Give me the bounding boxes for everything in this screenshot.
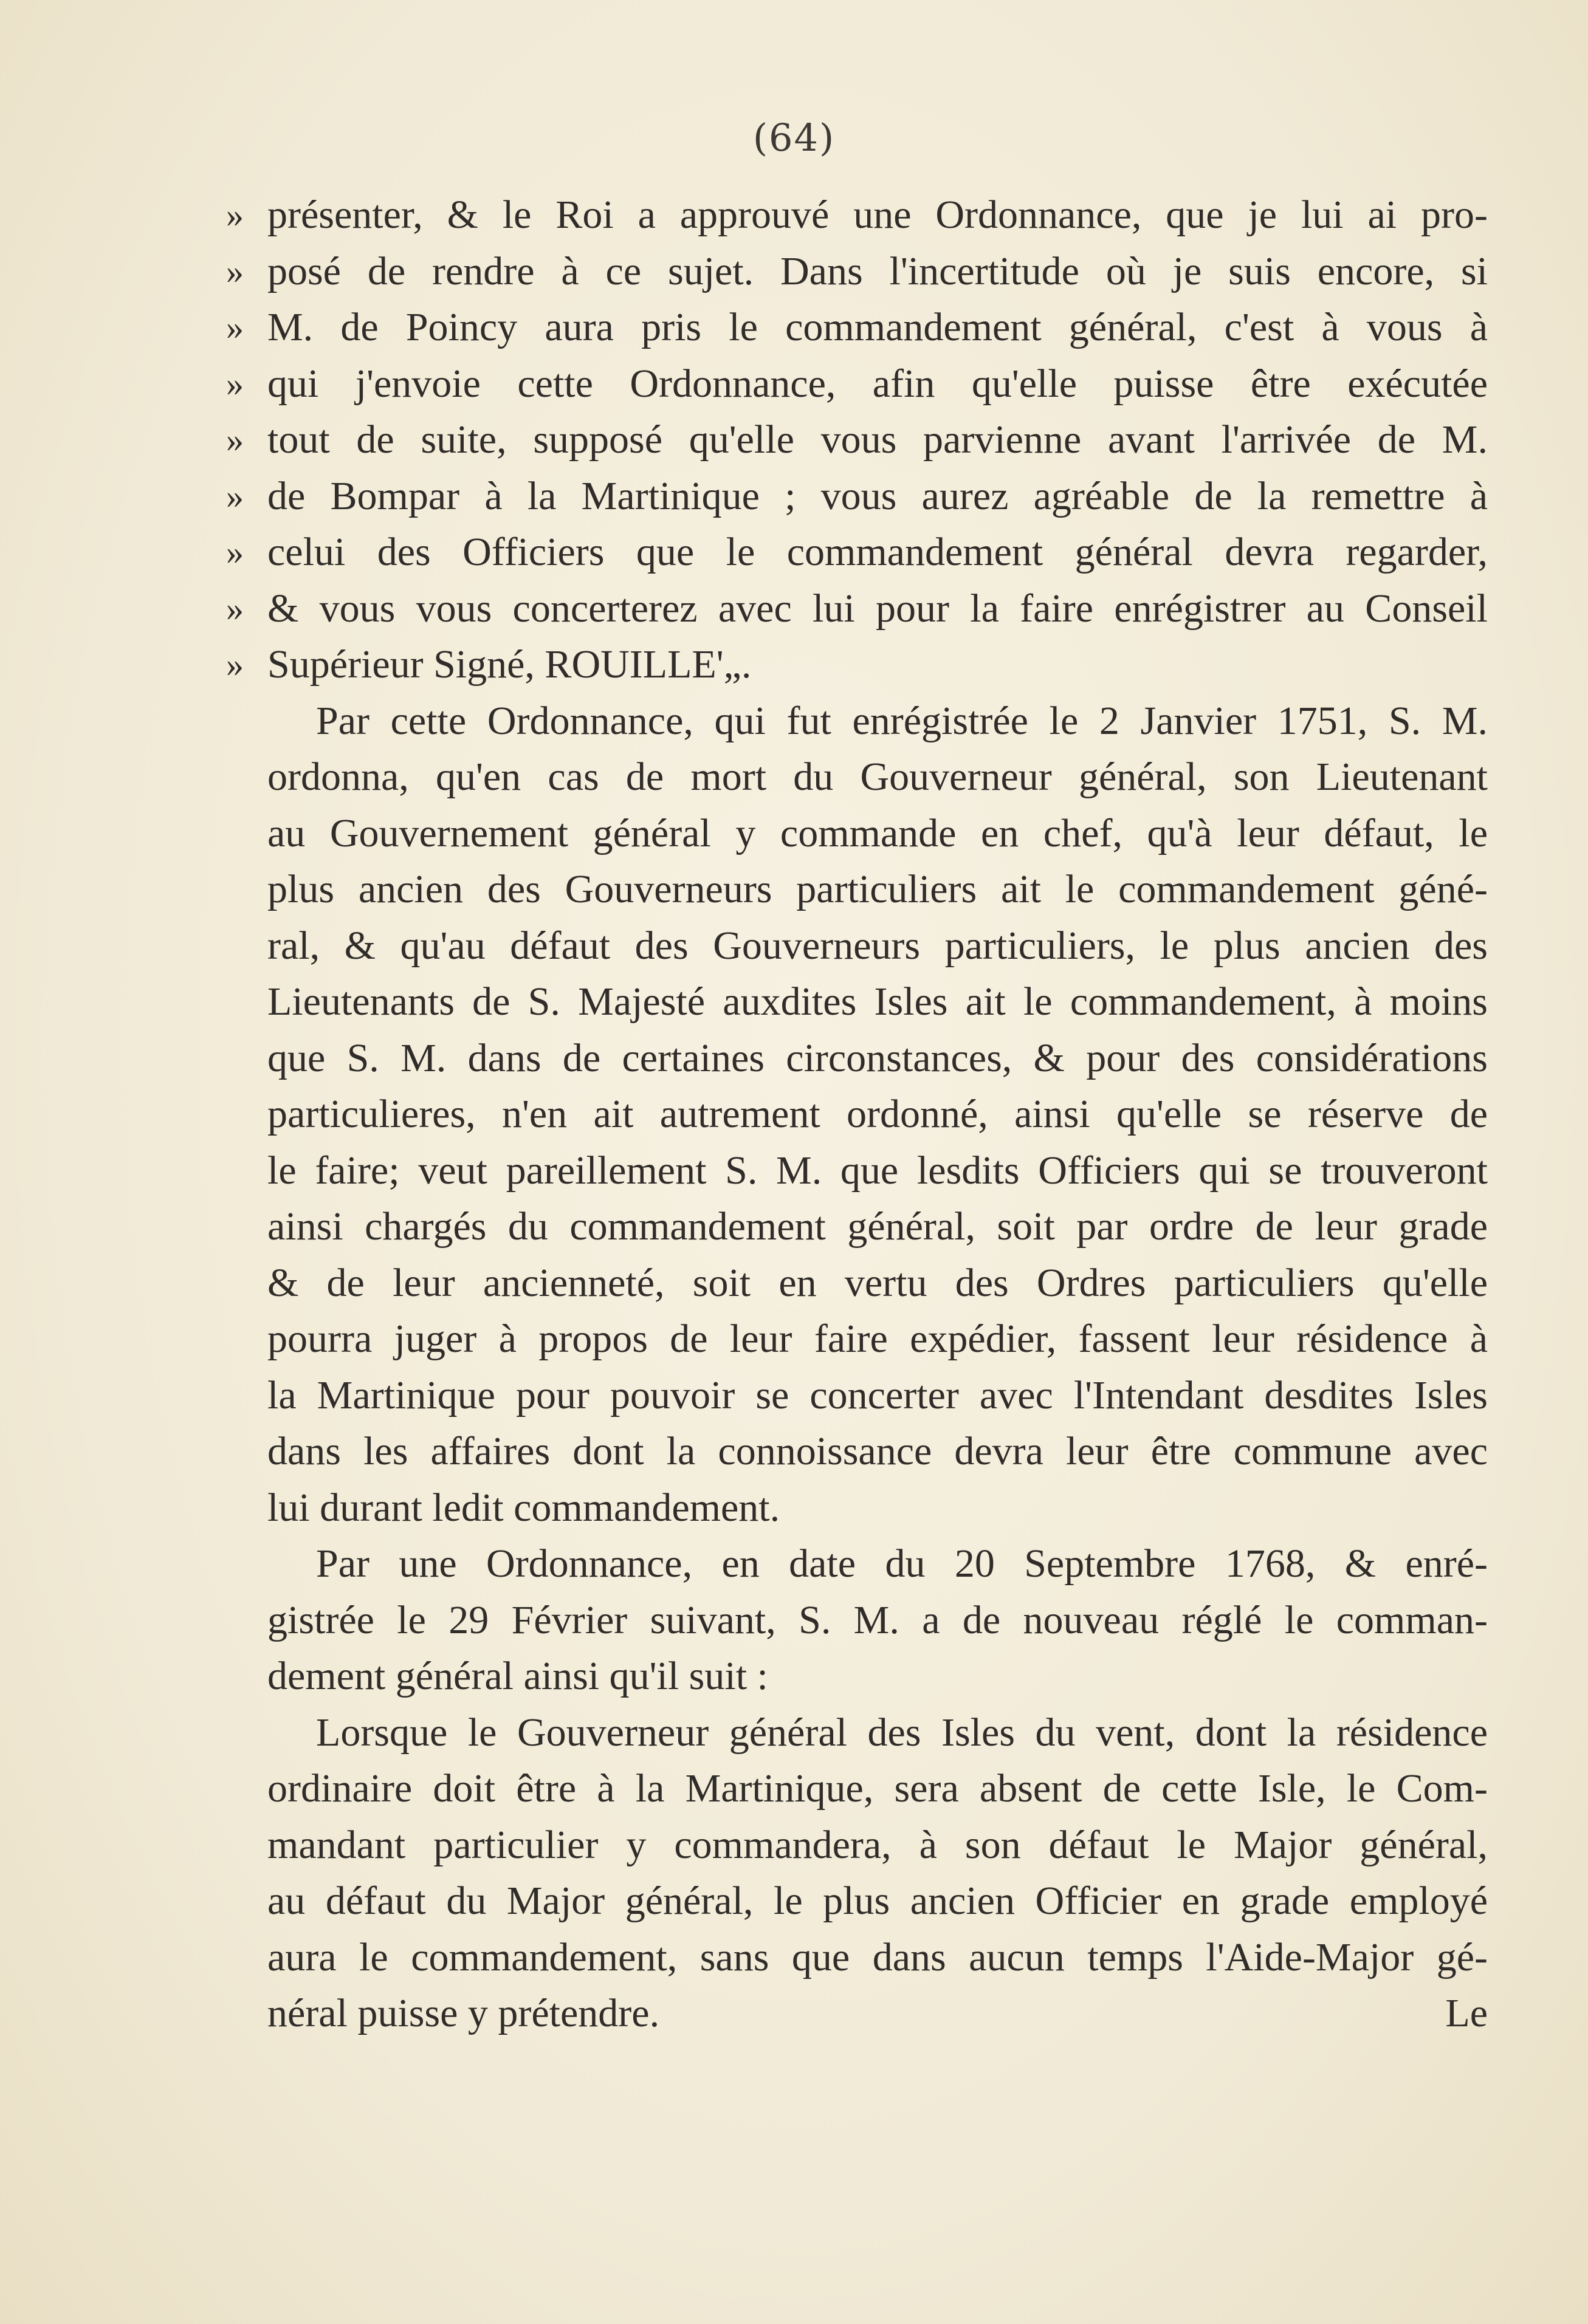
line-text: M. de Poincy aura pris le commandement général, c'est à vous à [267,305,1488,349]
line-text: de Bompar à la Martinique ; vous aurez agréable de la remettre à [267,473,1488,518]
line-text: plus ancien des Gouverneurs particuliers ait le commandement géné- [267,867,1488,911]
line-text: ordonna, qu'en cas de mort du Gouverneur général, son Lieutenant [267,755,1488,799]
text-line [267,693,1488,750]
text-line [267,1761,1488,1817]
line-text: particulieres, n'en ait autrement ordonné, ainsi qu'elle se réserve de [267,1092,1488,1136]
line-text: gistrée le 29 Février suivant, S. M. a de nouveau réglé le comman- [267,1597,1488,1642]
line-text: dans les affaires dont la connoissance devra leur être commune avec [267,1429,1488,1473]
text-line [226,412,1488,468]
line-text: ral, & qu'au défaut des Gouverneurs particuliers, le plus ancien des [267,923,1488,968]
body-text [226,187,1488,2042]
quote-mark: » [226,532,244,572]
line-text: présenter, & le Roi a approuvé une Ordonnance, que je lui ai pro- [267,193,1488,237]
text-line [267,1255,1488,1312]
line-text: aura le commandement, sans que dans aucun temps l'Aide-Major gé- [267,1935,1488,1980]
quote-mark: » [226,588,244,628]
quote-mark: » [226,476,244,516]
line-text: au Gouvernement général y commande en chef, qu'à leur défaut, le [267,811,1488,855]
text-line [267,1873,1488,1930]
line-text: néral puisse y prétendre. [267,1991,660,2035]
line-text: Lorsque le Gouverneur général des Isles du vent, dont la résidence [316,1710,1488,1755]
text-line [267,1480,1488,1537]
line-text: ainsi chargés du commandement général, soit par ordre de leur grade [267,1204,1488,1249]
quote-mark: » [226,363,244,403]
line-text: Supérieur Signé, ROUILLE'„. [267,642,752,687]
line-text: Par cette Ordonnance, qui fut enrégistrée le 2 Janvier 1751, S. M. [316,698,1488,743]
text-line [267,1536,1488,1592]
line-text: mandant particulier y commandera, à son défaut le Major général, [267,1822,1488,1867]
line-text: qui j'envoie cette Ordonnance, afin qu'elle puisse être exécutée [267,361,1488,406]
line-text: & vous vous concerterez avec lui pour la faire enrégistrer au Conseil [267,586,1488,631]
quote-mark: » [226,195,244,235]
line-text: la Martinique pour pouvoir se concerter avec l'Intendant desdites Isles [267,1373,1488,1417]
text-line [226,637,1488,693]
text-line [226,468,1488,525]
quote-mark: » [226,645,244,684]
line-text: & de leur ancienneté, soit en vertu des Ordres particuliers qu'elle [267,1260,1488,1305]
line-text: au défaut du Major général, le plus ancien Officier en grade employé [267,1879,1488,1923]
text-line [226,524,1488,581]
text-line [267,1930,1488,1986]
line-text: dement général ainsi qu'il suit : [267,1654,768,1698]
line-text: Lieutenants de S. Majesté auxdites Isles ait le commandement, à moins [267,979,1488,1024]
line-text: le faire; veut pareillement S. M. que lesdits Officiers qui se trouveront [267,1148,1488,1193]
line-text: pourra juger à propos de leur faire expédier, fassent leur résidence à [267,1317,1488,1361]
text-line [267,749,1488,806]
text-line [267,974,1488,1030]
text-line [267,1648,1488,1705]
text-line [267,806,1488,862]
text-line [267,1705,1488,1761]
text-line [267,1086,1488,1143]
catchword: Le [1445,1991,1488,2035]
page-number: (64) [752,115,836,160]
text-line [267,1424,1488,1480]
quote-mark: » [226,420,244,459]
text-line [267,1030,1488,1087]
text-line [267,1199,1488,1255]
line-text: celui des Officiers que le commandement général devra regarder, [267,530,1488,574]
text-line [267,918,1488,975]
quote-mark: » [226,307,244,347]
line-text: Par une Ordonnance, en date du 20 Septembre 1768, & enré- [316,1541,1488,1586]
text-line [226,300,1488,356]
text-line [267,1817,1488,1874]
text-line [267,1592,1488,1649]
text-line [226,187,1488,244]
line-text: tout de suite, supposé qu'elle vous parvienne avant l'arrivée de M. [267,417,1488,462]
quote-mark: » [226,251,244,291]
text-line [226,581,1488,637]
text-line [226,356,1488,413]
text-line [267,1311,1488,1368]
line-text: ordinaire doit être à la Martinique, sera absent de cette Isle, le Com- [267,1766,1488,1811]
text-line [267,1986,1488,2042]
text-line [226,244,1488,300]
text-line [267,1143,1488,1199]
text-line [267,1368,1488,1424]
line-text: posé de rendre à ce sujet. Dans l'incertitude où je suis encore, si [267,249,1488,293]
line-text: que S. M. dans de certaines circonstances, & pour des considérations [267,1035,1488,1080]
line-text: lui durant ledit commandement. [267,1485,780,1530]
text-line [267,862,1488,918]
